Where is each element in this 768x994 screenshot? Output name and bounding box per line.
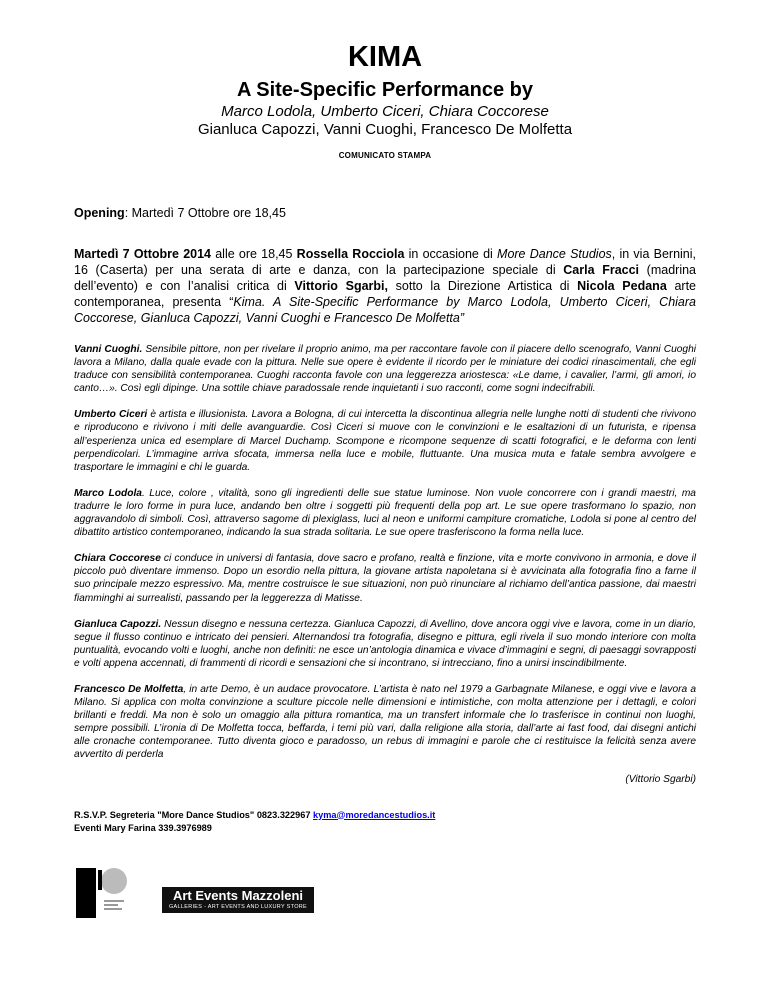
bio-name: Marco Lodola <box>74 487 142 499</box>
intro-text: , in via Bernini, 16 (Caserta) per una serata di arte e danza, con la partecipazione speciale di <box>74 247 696 277</box>
intro-text: (madrina dell’evento) e con l’analisi critica di <box>74 263 697 293</box>
intro-show-title: Kima. A Site-Specific Performance by Marco Lodola, Umberto Ciceri, Chiara Coccorese, Gianluca Capozzi, Vanni Cuoghi e Francesco De Molfetta” <box>74 295 696 325</box>
rsvp-line <box>74 809 696 822</box>
events-contact: Eventi Mary Farina 339.3976989 <box>74 822 212 833</box>
intro-date: Martedì 7 Ottobre 2014 <box>74 247 211 261</box>
signature: (Vittorio Sgarbi) <box>625 773 696 785</box>
gallery-tagline: GALLERIES - ART EVENTS AND LUXURY STORE <box>168 904 308 910</box>
opening-line <box>74 206 696 220</box>
gallery-name: Art Events Mazzoleni <box>172 888 304 903</box>
intro-guest: Carla Fracci <box>563 263 640 277</box>
intro-venue: More Dance Studios <box>497 247 612 261</box>
bio-paragraph <box>74 487 696 539</box>
artists-line-2: Gianluca Capozzi, Vanni Cuoghi, Francesco De Molfetta <box>197 121 573 138</box>
intro-paragraph <box>74 246 696 326</box>
opening-value: : Martedì 7 Ottobre ore 18,45 <box>124 206 286 220</box>
nicola-pedana-logo <box>76 868 128 918</box>
intro-text: sotto la Direzione Artistica di <box>387 279 578 293</box>
page-title: KIMA <box>347 41 423 73</box>
bio-name: Gianluca Capozzi. <box>74 618 162 630</box>
press-label: COMUNICATO STAMPA <box>338 151 432 160</box>
bio-paragraph <box>74 552 696 604</box>
bio-text: ci conduce in universi di fantasia, dove sacro e profano, realtà e finzione, vita e morte convivono in armonia, e dove il piccolo può diventare immenso. Dopo un esordio nella pittura, la giovane artista napoletana si è avvicinata alla fotografia fino a farne il suo principale mezzo espressivo. Ma, mentre costruisce le sue situazioni, non può rinunciare al richiamo dell’antica passione, dai maestri fiamminghi ai surrealisti, passando per la leggerezza di Matisse. <box>74 553 696 604</box>
intro-director: Nicola Pedana <box>577 279 667 293</box>
nicola-pedana-logo-icon <box>76 868 128 918</box>
opening-label: Opening <box>74 206 125 220</box>
bio-name: Vanni Cuoghi. <box>74 344 143 355</box>
bio-name: Umberto Ciceri <box>74 409 148 421</box>
bio-text: Nessun disegno e nessuna certezza. Gianluca Capozzi, di Avellino, dove ancora oggi vive e lavora, come in un diario, segue il flusso continuo e intricato dei pensieri. Alternandosi tra fotografia, disegno e pittura, egli rivela il suo mondo interiore con molta puntualità, evocando volti e luoghi, anche non definiti: ne esce un’antologia dinamica e vivace d’immagini e segni, di paesaggi sovrapposti e volti appena accennati, di frammenti di ricordi e sensazioni che si incontrano, si intrecciano, fino a unirsi inscindibilmente. <box>74 618 696 669</box>
bio-paragraph <box>74 618 696 670</box>
intro-text: arte contemporanea, presenta “ <box>74 279 696 309</box>
rsvp-text: R.S.V.P. Segreteria "More Dance Studios" 0823.322967 <box>74 809 314 820</box>
bio-name: Chiara Coccorese <box>74 553 161 565</box>
intro-host: Rossella Rocciola <box>296 247 405 261</box>
artists-line-1: Marco Lodola, Umberto Ciceri, Chiara Coccorese <box>221 103 549 120</box>
bio-text: . Luce, colore , vitalità, sono gli ingredienti delle sue statue luminose. Non vuole concorrere con i grandi maestri, ma tradurre le loro forme in pura luce, andando ben oltre i soggetti più frequenti della pop art. Le sue opere trasformano lo spazio, non aggravandolo di simboli. Così, attraverso sagome di plexiglass, luci al neon e uniformi campiture cromatiche, Lodola si pone al centro del dibattito artistico contemporaneo, indicando la sua strada solitaria. Le sue opere trasferiscono la forma nella luce. <box>74 487 696 539</box>
bio-text: è artista e illusionista. Lavora a Bologna, di cui intercetta la discontinua allegria nelle lunghe notti di studenti che rivivono e riproducono e rivivono i miti delle avanguardie. Così Ciceri si muove con le convinzioni e le esaltazioni di un futurista, e ripensa all’esperienza unica ed esemplare di Marcel Duchamp. Scompone e ricompone sequenze di scatti fotografici, e le deforma con lenti perpendicolari. L’immagine arriva sfocata, immersa nella luce e mobile, fluttuante. Una musica muta e fatale sembra avvolgere e trasportare le immagini e chi le guarda. <box>74 409 696 473</box>
bio-text: Sensibile pittore, non per rivelare il proprio animo, ma per raccontare favole con il piacere dello scenografo, Vanni Cuoghi lavora a Milano, dalla quale evade con la pittura. Nelle sue opere è evidente il ricordo per le miniature dei codici rinascimentali, che egli traduce con sensibilità contemporanea. Cuoghi racconta favole con una leggerezza ariostesca: «Le dame, i cavalier, l’armi, gli amori, io canto…». Così egli dipinge. Una sottile chiave paradossale rende inquietanti i suo racconti, come sogni indecifrabili. <box>74 344 696 395</box>
art-events-mazzoleni-logo <box>162 887 314 913</box>
intro-critic: Vittorio Sgarbi, <box>294 279 388 293</box>
press-release <box>74 40 696 835</box>
page-subtitle: A Site-Specific Performance by <box>236 79 534 101</box>
bio-paragraph <box>74 408 696 473</box>
rsvp-email-link[interactable]: kyma@moredancestudios.it <box>313 809 436 820</box>
bio-name: Francesco De Molfetta <box>74 683 184 695</box>
bio-paragraph <box>74 683 696 762</box>
bio-text: , in arte Demo, è un audace provocatore. L’artista è nato nel 1979 a Garbagnate Milanese, e oggi vive e lavora a Milano. Si applica con molta convinzione a sculture piccole nelle dimensioni e intimistiche, con molta attenzione per i dettagli, e colori brillanti e freddi. Ma non è solo un omaggio alla pittura romantica, ma un transfert informale che lo trasferisce in continui non luoghi, sempre possibili. L’ironia di De Molfetta tocca, beffarda, i temi più vari, dalla religione alla storia, dall’arte ai fast food, dai disegni antichi alle cronache contemporanee. Tutto diventa gioco e paradosso, un rebus di immagini e parole che ci restituisce la felicità senza avere avvertito di perderla <box>74 683 696 761</box>
intro-text: in occasione di <box>404 247 498 261</box>
bio-paragraph <box>74 343 696 395</box>
intro-text: alle ore 18,45 <box>211 247 297 261</box>
